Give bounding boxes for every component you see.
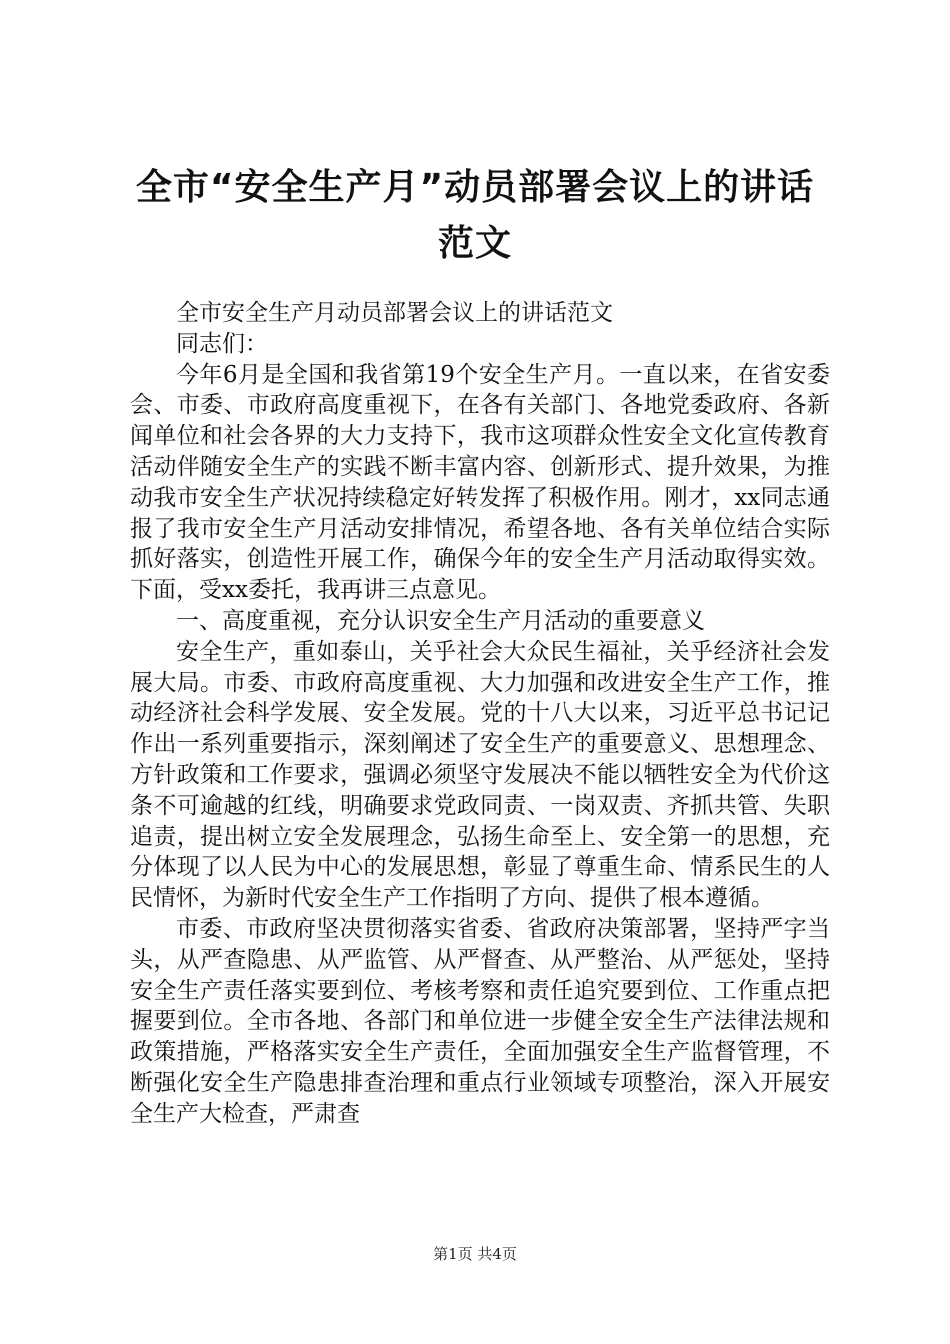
- body-paragraph: 今年6月是全国和我省第19个安全生产月。一直以来，在省安委会、市委、市政府高度重视下，在各有关部门、各地党委政府、各新闻单位和社会各界的大力支持下，我市这项群众性安全文化宣传教育活动伴随安全生产的实践不断丰富内容、创新形式、提升效果，为推动我市安全生产状况持续稳定好转发挥了积极作用。刚才，xx同志通报了我市安全生产月活动安排情况，希望各地、各有关单位结合实际抓好落实，创造性开展工作，确保今年的安全生产月活动取得实效。下面，受xx委托，我再讲三点意见。: [130, 361, 830, 604]
- section-heading: 一、高度重视，充分认识安全生产月活动的重要意义: [176, 607, 705, 634]
- body-paragraph: 安全生产，重如泰山，关乎社会大众民生福祉，关乎经济社会发展大局。市委、市政府高度重视、大力加强和改进安全生产工作，推动经济社会科学发展、安全发展。党的十八大以来，习近平总书记记作出一系列重要指示，深刻阐述了安全生产的重要意义、思想理念、方针政策和工作要求，强调必须坚守发展决不能以牺牲安全为代价这条不可逾越的红线，明确要求党政同责、一岗双责、齐抓共管、失职追责，提出树立安全发展理念，弘扬生命至上、安全第一的思想，充分体现了以人民为中心的发展思想，彰显了尊重生命、情系民生的人民情怀，为新时代安全生产工作指明了方向、提供了根本遵循。: [130, 638, 830, 912]
- body-paragraph: 市委、市政府坚决贯彻落实省委、省政府决策部署，坚持严字当头，从严查隐患、从严监管、从严督查、从严整治、从严惩处，坚持安全生产责任落实要到位、考核考察和责任追究要到位、工作重点把握要到位。全市各地、各部门和单位进一步健全安全生产法律法规和政策措施，严格落实安全生产责任，全面加强安全生产监督管理，不断强化安全生产隐患排查治理和重点行业领域专项整治，深入开展安全生产大检查，严肃查: [130, 915, 830, 1127]
- subtitle-paragraph: 全市安全生产月动员部署会议上的讲话范文: [176, 300, 613, 326]
- salutation-paragraph: 同志们：: [176, 330, 268, 357]
- document-body: [130, 298, 830, 1130]
- page-footer: 第1页 共4页: [433, 1245, 517, 1263]
- document-title: 全市“安全生产月”动员部署会议上的讲话范文: [135, 167, 815, 264]
